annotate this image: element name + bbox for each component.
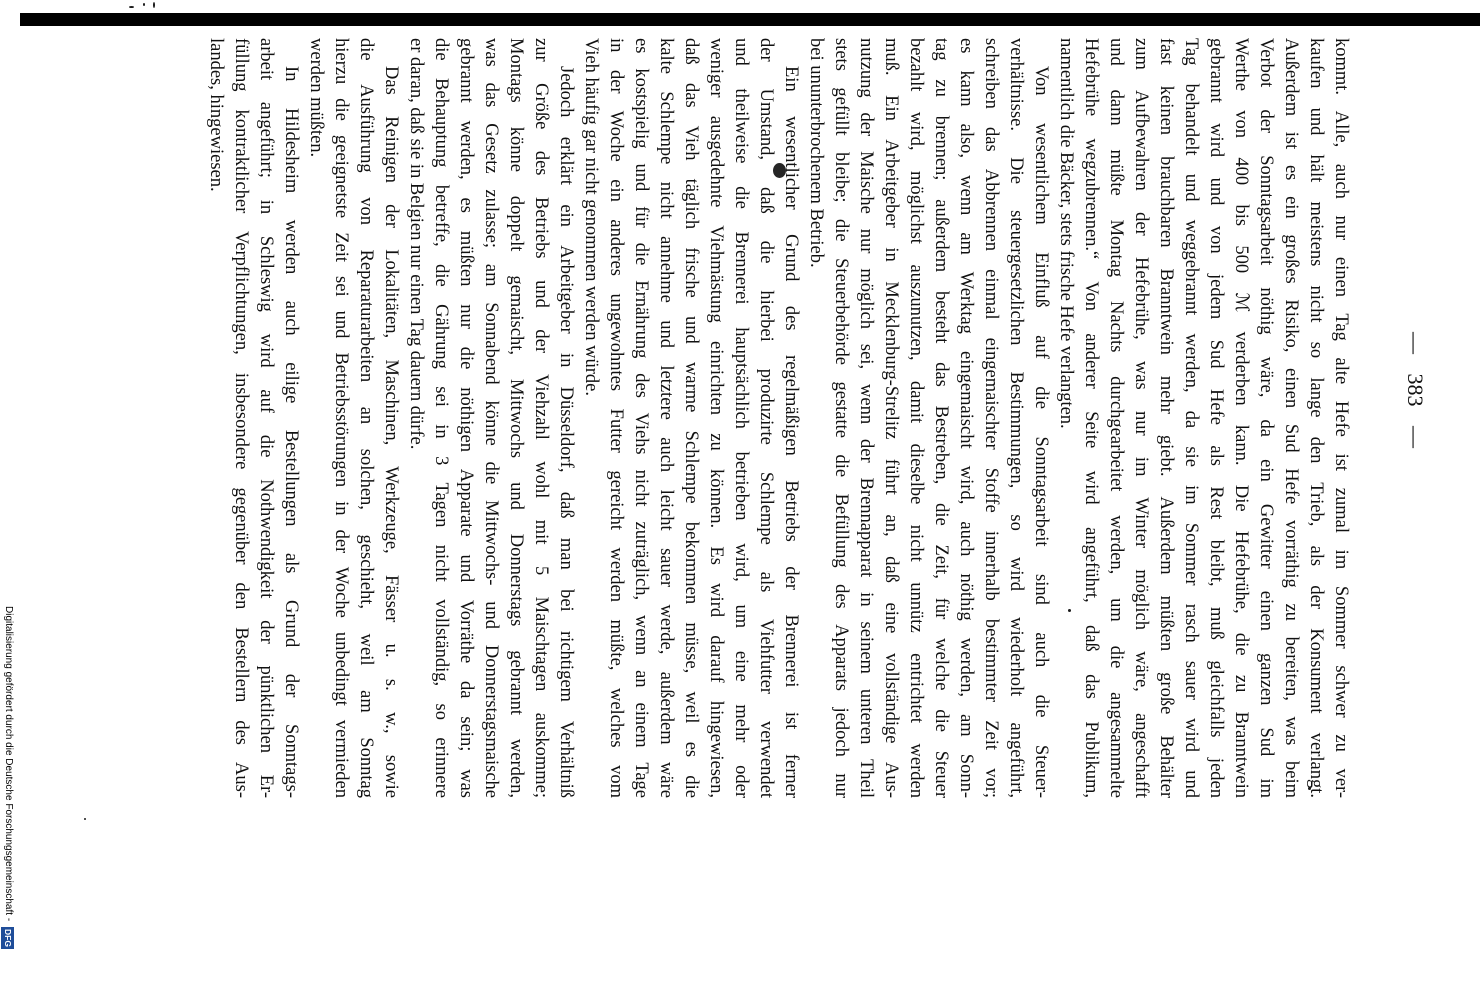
dfg-logo: DFG <box>3 928 13 947</box>
text-line: fast keinen brauchbaren Branntwein mehr giebt. Außerdem müßten große Behälter <box>1156 38 1176 798</box>
text-line: zum Aufbewahren der Hefebrühe, was nur im Winter möglich wäre, angeschafft <box>1131 38 1151 798</box>
text-line: Ein wesentlicher Grund des regelmäßigen Betriebs der Brennerei ist ferner <box>781 66 801 798</box>
text-line: kaufen und hält meistens nicht so lange den Trieb, als der Konsument verlangt. <box>1306 38 1326 798</box>
text-line: er daran, daß sie in Belgien nur einen Tag dauern dürfe. <box>406 38 426 450</box>
text-line: Das Reinigen der Lokalitäten, Maschinen, Werkzeuge, Fässer u. s. w., sowie <box>381 66 401 798</box>
text-line: Verbot der Sonntagsarbeit nöthig wäre, da ein Gewitter einen ganzen Sud im <box>1256 38 1276 798</box>
text-line: tag zu brennen; außerdem besteht das Bestreben, die Zeit, für welche die Steuer <box>931 38 951 798</box>
page-text-block <box>203 38 1353 798</box>
text-line: Hefebrühe wegzubrennen.“ Von anderer Seite wird angeführt, daß das Publikum, <box>1081 38 1101 798</box>
paragraph <box>803 38 1053 798</box>
paragraph <box>303 38 403 798</box>
credit-text: Digitalisierung gefördert durch die Deutsche Forschungsgemeinschaft - <box>3 606 14 922</box>
text-line: arbeit angeführt; in Schleswig wird auf die Nothwendigkeit der pünktlichen Er- <box>256 38 276 798</box>
page-number: — 383 — <box>1403 332 1428 448</box>
text-line: gebrannt wird und von jedem Sud Hefe als Rest bleibt, muß gleichfalls jeden <box>1206 38 1226 798</box>
text-line: weniger ausgedehnte Viehmästung einrichten zu können. Es wird darauf hingewiesen, <box>706 38 726 798</box>
text-line: der Umstand, daß die hierbei produzirte Schlempe als Viehfutter verwendet <box>756 38 776 798</box>
text-line: kommt. Alle, auch nur einen Tag alte Hefe ist zumal im Sommer schwer zu ver- <box>1331 38 1351 798</box>
text-line: Von wesentlichem Einfluß auf die Sonntagsarbeit sind auch die Steuer- <box>1031 66 1051 798</box>
text-line: werden müßten. <box>306 38 326 158</box>
text-line: die Ausführung von Reparaturarbeiten an solchen, geschieht, weil am Sonntag <box>356 38 376 798</box>
text-line: muß. Ein Arbeitgeber in Mecklenburg-Strelitz führt an, daß eine vollständige Aus- <box>881 38 901 798</box>
paragraph <box>203 38 303 798</box>
text-line: verhältnisse. Die steuergesetzlichen Bestimmungen, so wird wiederholt angeführt, <box>1006 38 1026 798</box>
text-line: zur Größe des Betriebs und der Viehzahl wohl mit 5 Maischtagen auskomme; <box>531 38 551 798</box>
text-line: Vieh häufig gar nicht genommen werden würde. <box>581 38 601 396</box>
text-line: namentlich die Bäcker, stets frische Hefe verlangten. <box>1056 38 1076 429</box>
text-line: landes, hingewiesen. <box>206 38 226 192</box>
text-line: was das Gesetz zulasse; am Sonnabend könne die Mittwochs- und Donnerstagsmaische <box>481 38 501 798</box>
text-line: kalte Schlempe nicht annehme und letztere auch leicht sauer werde, außerdem wäre <box>656 38 676 798</box>
text-line: es kann also, wenn am Werktag eingemaischt wird, auch nöthig werden, am Sonn- <box>956 38 976 798</box>
text-line: in der Woche ein anderes ungewohntes Futter gereicht werden müßte, welches vom <box>606 38 626 798</box>
text-line: und theilweise die Brennerei hauptsächlich betrieben wird, um eine mehr oder <box>731 38 751 798</box>
text-line: gebrannt werden, es müßten nur die nöthigen Apparate und Vorräthe da sein; was <box>456 38 476 798</box>
paragraph <box>403 38 578 798</box>
scan-speck <box>84 818 86 820</box>
page-edge-shadow <box>20 13 1480 26</box>
text-line: daß das Vieh täglich frische und warme Schlempe bekommen müsse, weil es die <box>681 38 701 798</box>
text-line: schreiben das Abbrennen einmal eingemaischter Stoffe innerhalb bestimmter Zeit vor; <box>981 38 1001 798</box>
scan-speck <box>129 6 134 8</box>
scan-speck <box>153 2 155 8</box>
text-line: Montags könne doppelt gemaischt, Mittwochs und Donnerstags gebrannt werden, <box>506 38 526 798</box>
text-line: hierzu die geeignetste Zeit sei und Betriebsstörungen in der Woche unbedingt vermieden <box>331 38 351 798</box>
text-line: bezahlt wird, möglichst auszunutzen, damit dieselbe nicht unnütz entrichtet werden <box>906 38 926 798</box>
text-line: und dann müßte Montag Nachts durchgearbeitet werden, um die angesammelte <box>1106 38 1126 798</box>
text-line: bei ununterbrochenem Betrieb. <box>806 38 826 268</box>
text-line: füllung kontraktlicher Verpflichtungen, insbesondere gegenüber den Bestellern des Aus- <box>231 38 251 798</box>
text-line: nutzung der Maische nur möglich sei, wenn der Brennapparat in seinem unteren Theil <box>856 38 876 798</box>
text-line: Tag behandelt und weggebrannt werden, da sie im Sommer rasch sauer wird und <box>1181 38 1201 798</box>
text-line: Außerdem ist es ein großes Risiko, einen Sud Hefe vorräthig zu bereiten, was beim <box>1281 38 1301 798</box>
text-line: Werthe von 400 bis 500 ℳ verderben kann. Die Hefebrühe, die zu Branntwein <box>1231 38 1251 798</box>
text-line: stets gefüllt bleibe; die Steuerbehörde gestatte die Befüllung des Apparats jedoch nur <box>831 38 851 798</box>
paragraph <box>1053 38 1353 798</box>
text-line: In Hildesheim werden auch eilige Bestellungen als Grund der Sonntags- <box>281 66 301 798</box>
text-line: es kostspielig und für die Ernährung des Viehs nicht zuträglich, wenn an einem Tage <box>631 38 651 798</box>
text-line: die Behauptung betreffe, die Gährung sei in 3 Tagen nicht vollständig, so erinnere <box>431 38 451 798</box>
scan-speck <box>143 3 145 6</box>
digitization-credit <box>1 606 15 994</box>
paragraph <box>578 38 803 798</box>
text-line: Jedoch erklärt ein Arbeitgeber in Düsseldorf, daß man bei richtigem Verhältniß <box>556 66 576 798</box>
